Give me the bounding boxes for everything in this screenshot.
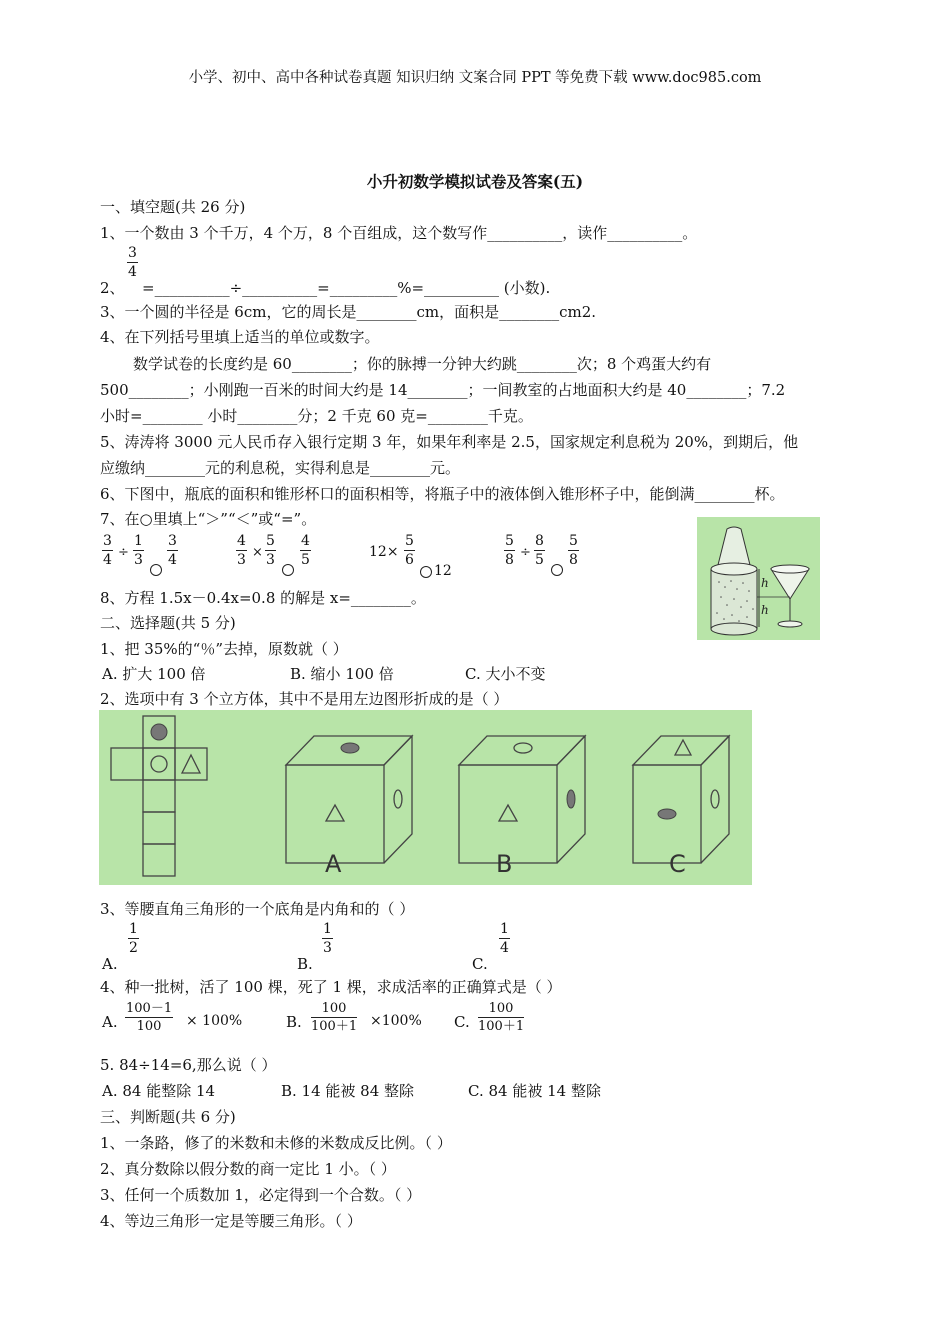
s2-q1-option-b[interactable]: B. 缩小 100 倍 xyxy=(290,665,394,683)
fraction: 100 100＋1 xyxy=(311,1001,358,1034)
s2-q2: 2、选项中有 3 个立方体，其中不是用左边图形折成的是（ ） xyxy=(100,690,509,708)
s2-q3: 3、等腰直角三角形的一个底角是内角和的（ ） xyxy=(100,900,415,918)
fraction: 5 8 xyxy=(569,533,578,568)
section2-heading: 二、选择题(共 5 分) xyxy=(100,614,236,632)
fraction: 5 6 xyxy=(405,533,414,568)
answer-circle[interactable] xyxy=(150,564,162,576)
s1-q2-prefix: 2、 xyxy=(100,279,125,297)
s1-q4: 4、在下列括号里填上适当的单位或数字。 xyxy=(100,328,380,346)
fraction: 4 5 xyxy=(301,533,310,568)
fraction: 100－1 100 xyxy=(126,1001,173,1034)
s1-q4-line2: 500________；小刚跑一百米的时间大约是 14________；一间教室的占地面积大约是 40________；7.2 xyxy=(100,381,786,399)
fraction-numerator: 3 xyxy=(128,245,137,261)
s1-q8: 8、方程 1.5x－0.4x=0.8 的解是 x=________。 xyxy=(100,589,426,607)
fraction: 1 4 xyxy=(500,921,509,956)
bottle-cone-icon xyxy=(697,517,820,640)
s3-item-1: 1、一条路，修了的米数和未修的米数成反比例。（ ） xyxy=(100,1134,452,1152)
fraction: 5 3 xyxy=(266,533,275,568)
fraction: 4 3 xyxy=(237,533,246,568)
s2-q5-option-b[interactable]: B. 14 能被 84 整除 xyxy=(281,1082,415,1100)
tail-term: 12 xyxy=(434,563,452,579)
s1-q7: 7、在○里填上“＞”“＜”或“=”。 xyxy=(100,510,317,528)
answer-circle[interactable] xyxy=(551,564,563,576)
s1-q3: 3、一个圆的半径是 6cm，它的周长是________cm，面积是________cm2. xyxy=(100,303,597,321)
s2-q5-option-a[interactable]: A. 84 能整除 14 xyxy=(102,1082,216,1100)
svg-text:h: h xyxy=(761,603,769,617)
fraction: 100 100＋1 xyxy=(478,1001,525,1034)
cube-net-icon xyxy=(99,710,752,885)
lead-term: 12× xyxy=(369,544,399,560)
cube-net-figure xyxy=(99,710,752,885)
cube-label-b: B xyxy=(496,850,513,878)
fraction: 5 8 xyxy=(505,533,514,568)
answer-circle[interactable] xyxy=(282,564,294,576)
s3-item-2: 2、真分数除以假分数的商一定比 1 小。（ ） xyxy=(100,1160,396,1178)
section1-heading: 一、填空题(共 26 分) xyxy=(100,198,246,216)
s1-q4-line1: 数学试卷的长度约是 60________；你的脉搏一分钟大约跳________次；8 个鸡蛋大约有 xyxy=(133,355,712,373)
fraction: 3 4 xyxy=(168,533,177,568)
operator: × xyxy=(252,545,263,560)
s3-item-4: 4、等边三角形一定是等腰三角形。（ ） xyxy=(100,1212,362,1230)
s2-q5: 5. 84÷14=6,那么说（ ） xyxy=(100,1056,277,1074)
fraction: 1 3 xyxy=(134,533,143,568)
s1-q5-line2: 应缴纳________元的利息税，实得利息是________元。 xyxy=(100,459,461,477)
s2-q5-option-c[interactable]: C. 84 能被 14 整除 xyxy=(468,1082,601,1100)
cube-label-a: A xyxy=(325,850,342,878)
s1-q2-rest: =__________÷__________=_________%=__________ (小数). xyxy=(142,279,551,297)
fraction-denominator: 4 xyxy=(128,264,137,280)
fraction: 8 5 xyxy=(535,533,544,568)
s1-q5-line1: 5、涛涛将 3000 元人民币存入银行定期 3 年，如果年利率是 2.5，国家规定利息税为 20%，到期后，他 xyxy=(100,433,799,451)
s1-q1: 1、一个数由 3 个千万，4 个万，8 个百组成，这个数写作__________，读作__________。 xyxy=(100,224,698,242)
s2-q4: 4、种一批树，活了 100 棵，死了 1 棵，求成活率的正确算式是（ ） xyxy=(100,978,562,996)
section3-heading: 三、判断题(共 6 分) xyxy=(100,1108,236,1126)
s2-q1: 1、把 35%的“％”去掉，原数就（ ） xyxy=(100,640,348,658)
s3-item-3: 3、任何一个质数加 1，必定得到一个合数。（ ） xyxy=(100,1186,422,1204)
fraction: 1 2 xyxy=(129,921,138,956)
operator: ÷ xyxy=(118,545,129,560)
svg-text:h: h xyxy=(761,576,769,590)
answer-circle[interactable] xyxy=(420,566,432,578)
bottle-cone-figure xyxy=(697,517,820,640)
operator: ÷ xyxy=(520,545,531,560)
s1-q4-line3: 小时=________ 小时________分；2 千克 60 克=________千克。 xyxy=(100,407,533,425)
s1-q2-fraction xyxy=(127,246,138,279)
cube-label-c: C xyxy=(669,850,686,878)
s2-q1-option-c[interactable]: C. 大小不变 xyxy=(465,665,546,683)
s2-q1-option-a[interactable]: A. 扩大 100 倍 xyxy=(102,665,206,683)
page-title: 小升初数学模拟试卷及答案(五) xyxy=(366,172,584,191)
fraction-bar xyxy=(127,262,138,263)
fraction: 1 3 xyxy=(323,921,332,956)
site-header: 小学、初中、高中各种试卷真题 知识归纳 文案合同 PPT 等免费下载 www.doc985.com xyxy=(188,70,762,86)
s1-q6: 6、下图中，瓶底的面积和锥形杯口的面积相等，将瓶子中的液体倒入锥形杯子中，能倒满________杯。 xyxy=(100,485,785,503)
fraction: 3 4 xyxy=(103,533,112,568)
